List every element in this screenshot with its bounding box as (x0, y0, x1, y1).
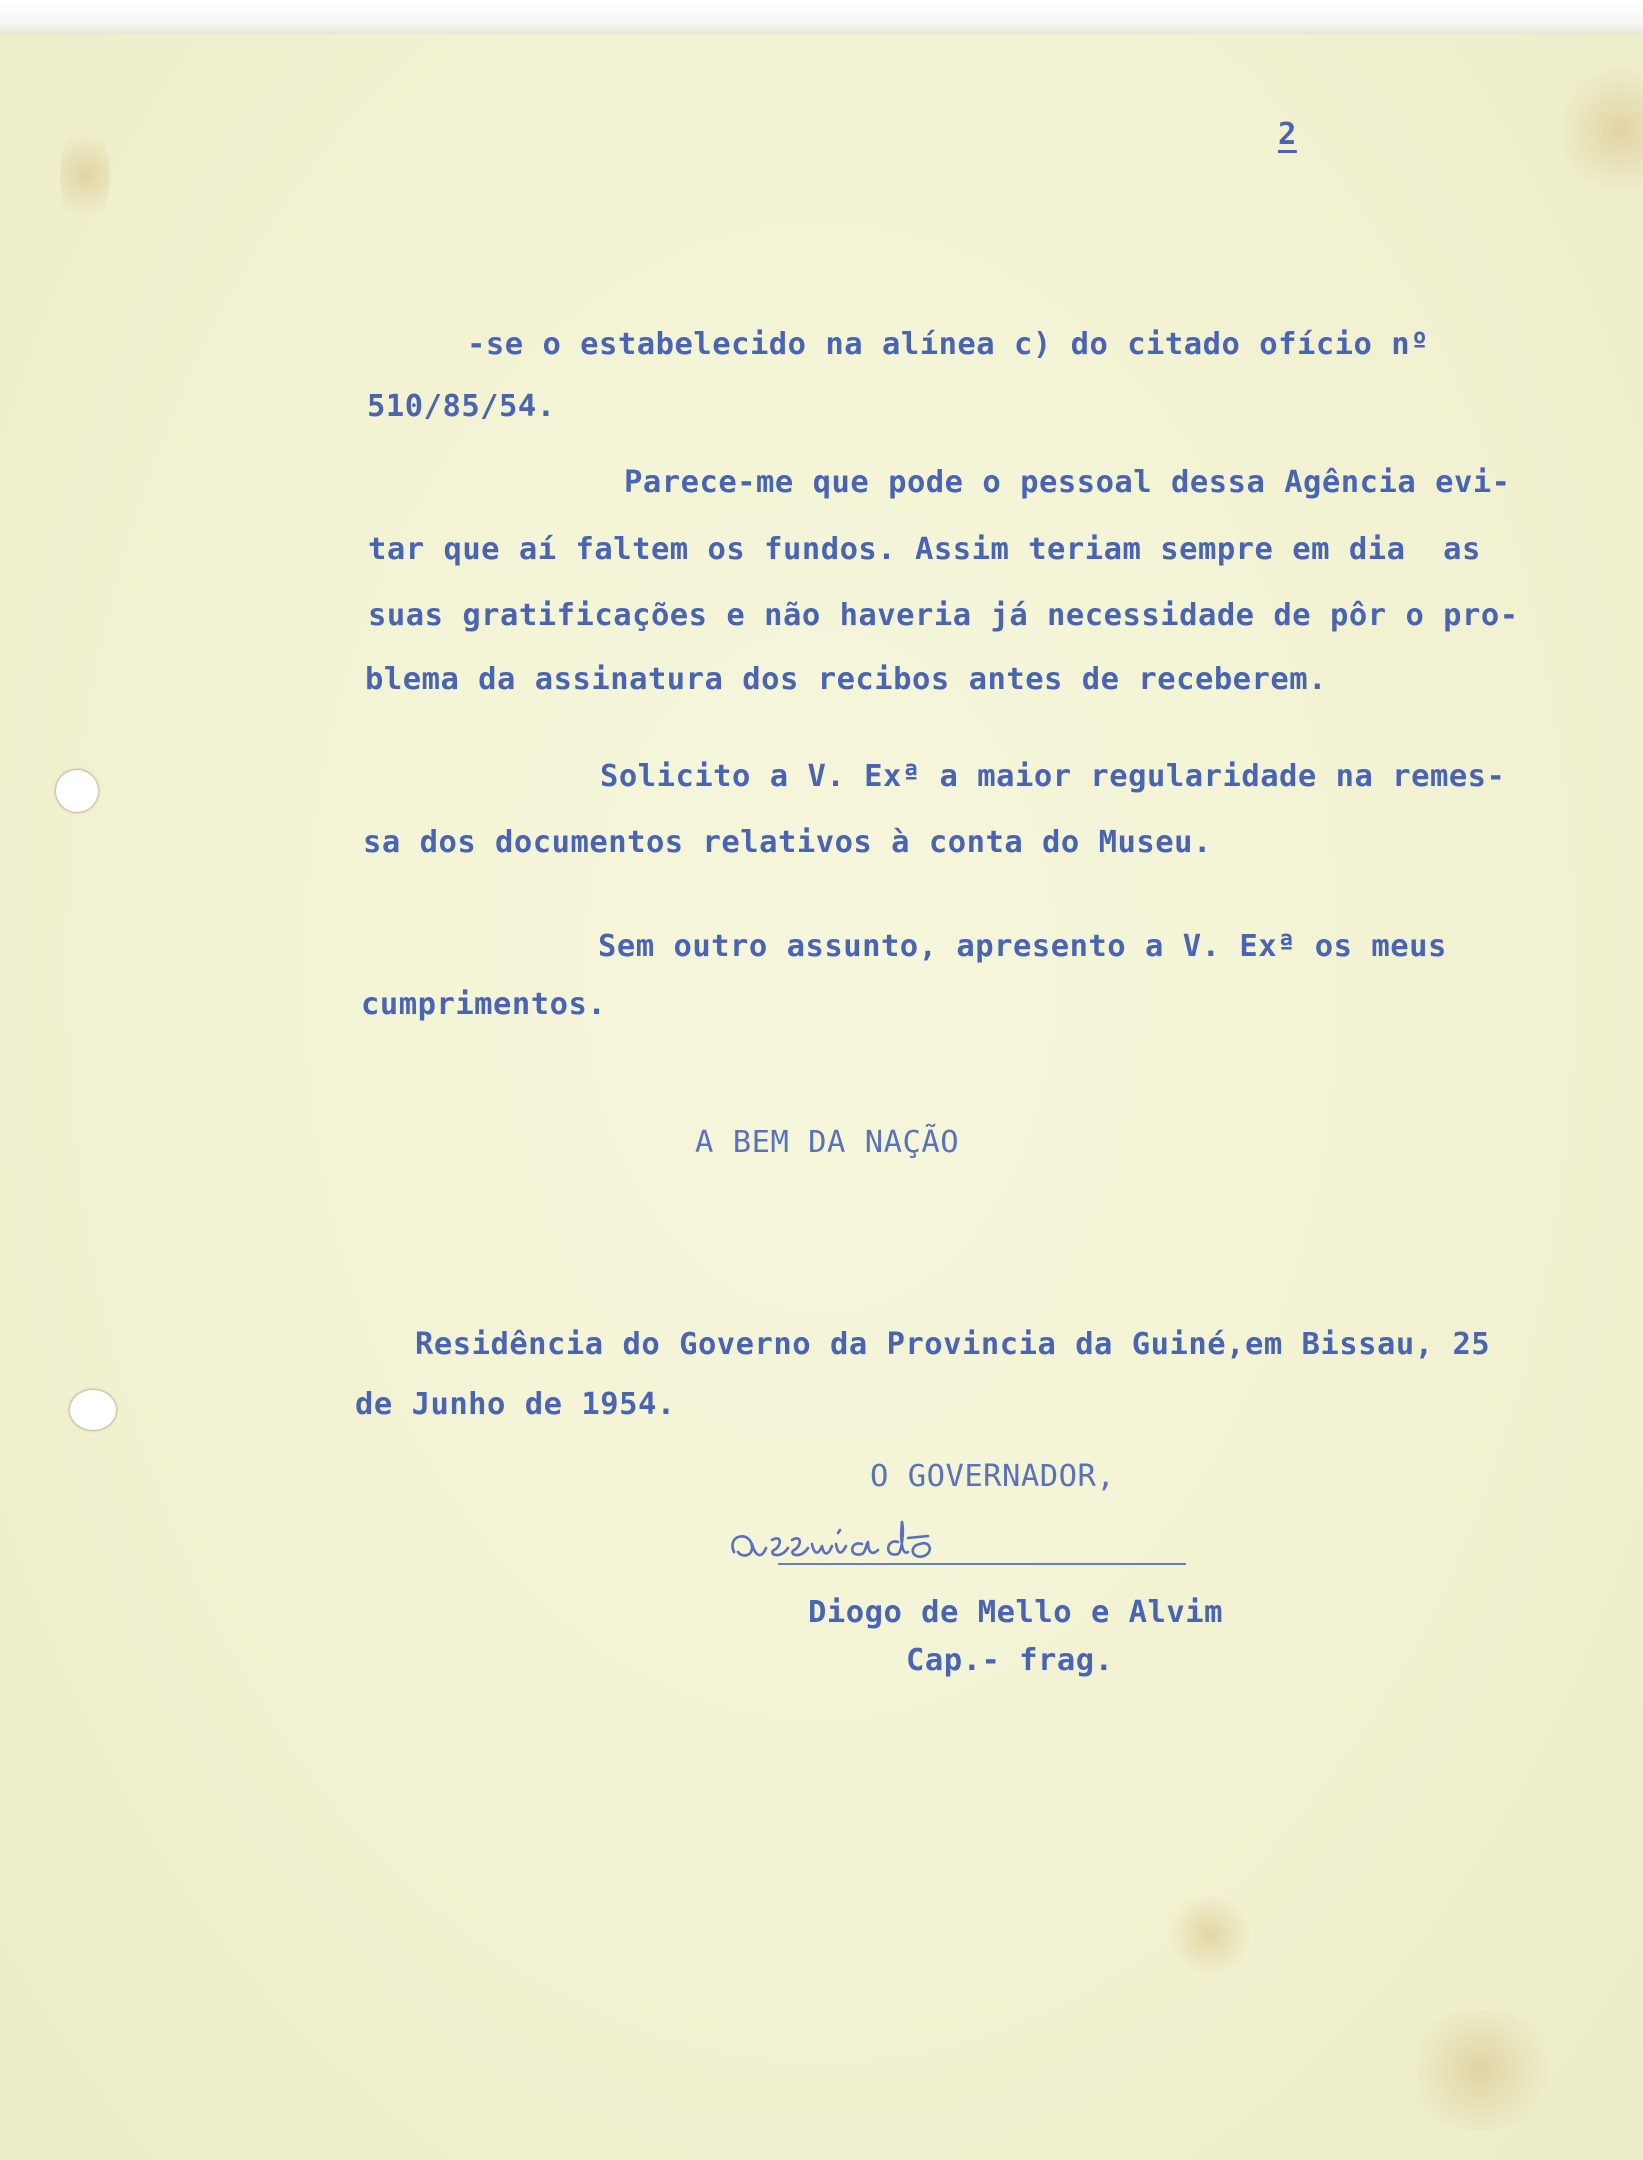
paragraph-4-line-2: cumprimentos. (361, 987, 607, 1022)
paragraph-1-line-1: -se o estabelecido na alínea c) do citado ofício nº (467, 327, 1429, 362)
signature-line (778, 1563, 1186, 1565)
paragraph-1-line-2: 510/85/54. (367, 389, 556, 424)
closing-motto: A BEM DA NAÇÃO (695, 1125, 960, 1160)
page-number: 2 (1278, 117, 1297, 152)
signer-name: Diogo de Mello e Alvim (808, 1595, 1223, 1630)
handwritten-signature (722, 1500, 1022, 1580)
paper-stain (60, 120, 110, 230)
place-date-line-1: Residência do Governo da Provincia da Guiné,em Bissau, 25 (415, 1327, 1491, 1362)
place-date-line-2: de Junho de 1954. (355, 1387, 676, 1422)
punch-hole-lower (70, 1390, 116, 1430)
scan-top-edge (0, 0, 1643, 34)
punch-hole-upper (56, 770, 98, 812)
paper-stain (1400, 2010, 1560, 2130)
paragraph-2-line-2: tar que aí faltem os fundos. Assim teriam sempre em dia as (368, 532, 1481, 567)
paper-stain (1560, 60, 1643, 200)
signatory-title: O GOVERNADOR, (870, 1459, 1116, 1494)
paragraph-3-line-2: sa dos documentos relativos à conta do Museu. (363, 825, 1212, 860)
paragraph-3-line-1: Solicito a V. Exª a maior regularidade na remes- (600, 759, 1506, 794)
paper-stain (1170, 1890, 1250, 1980)
paragraph-2-line-1: Parece-me que pode o pessoal dessa Agência evi- (624, 465, 1511, 500)
signer-rank: Cap.- frag. (906, 1643, 1114, 1678)
paragraph-2-line-3: suas gratificações e não haveria já necessidade de pôr o pro- (368, 598, 1519, 633)
paragraph-4-line-1: Sem outro assunto, apresento a V. Exª os meus (598, 929, 1447, 964)
paragraph-2-line-4: blema da assinatura dos recibos antes de receberem. (365, 662, 1327, 697)
